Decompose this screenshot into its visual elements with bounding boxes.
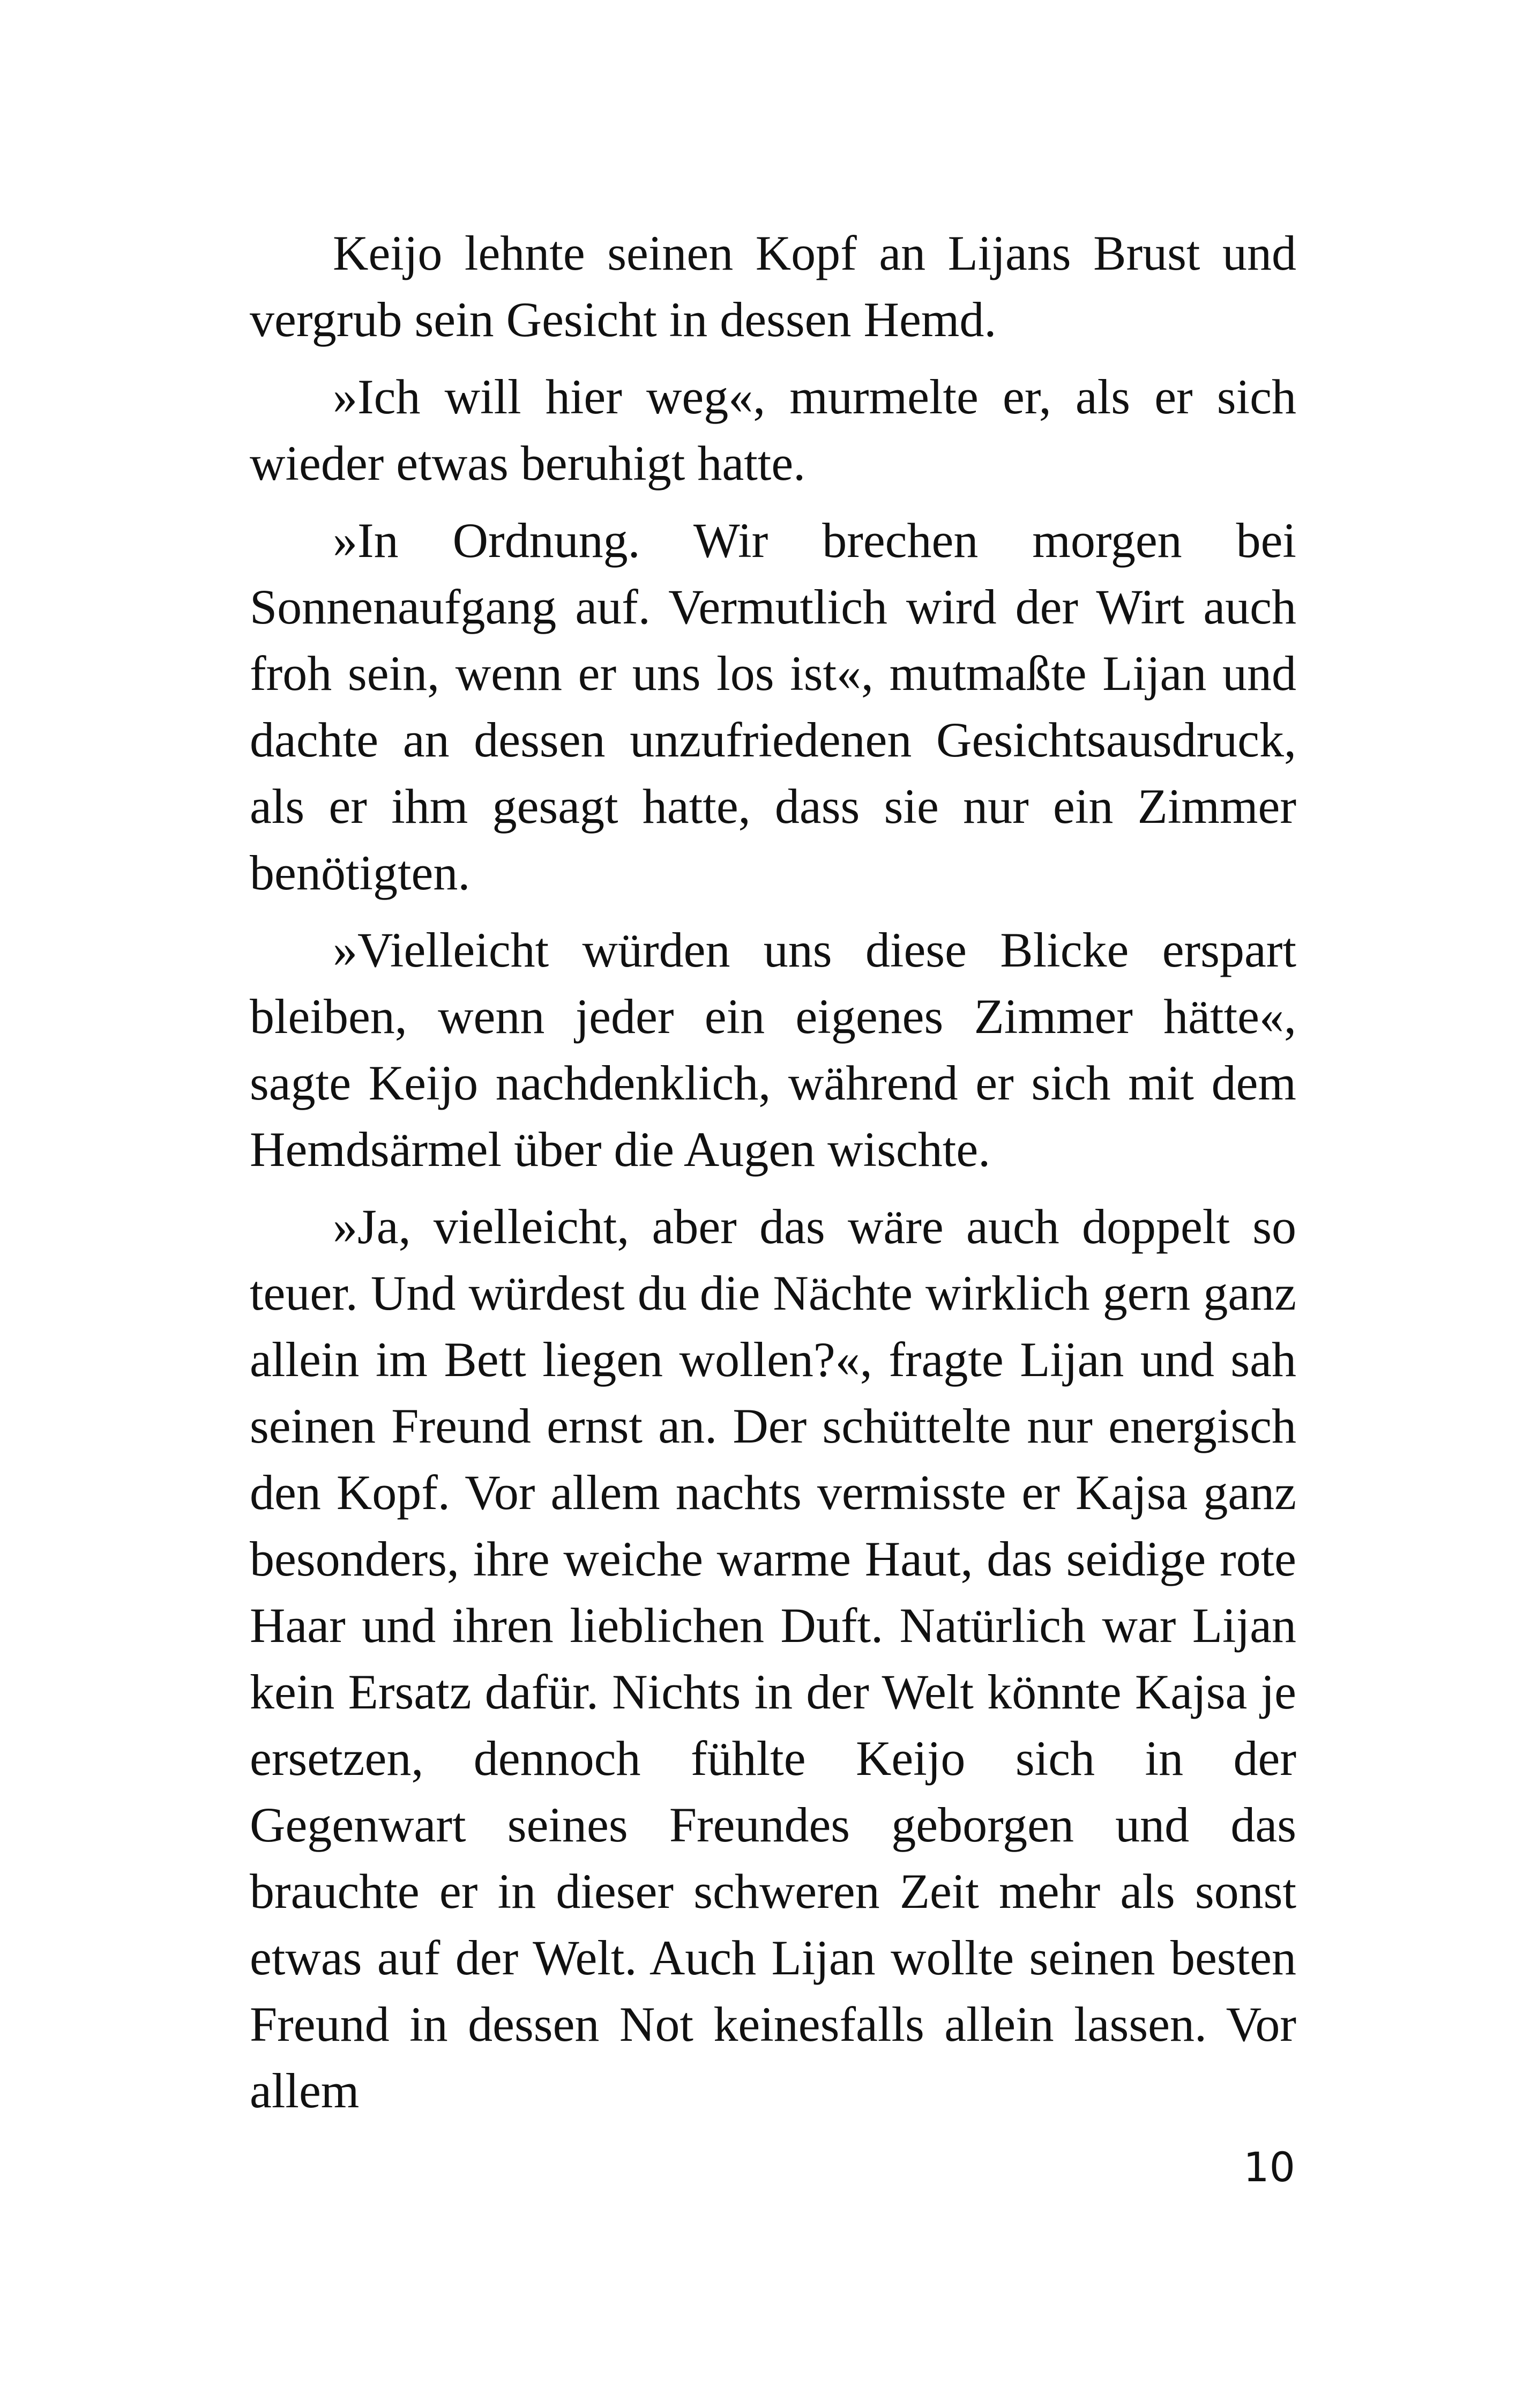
paragraph-1: Keijo lehnte seinen Kopf an Lijans Brust und vergrub sein Gesicht in dessen Hemd. (250, 226, 1296, 347)
page-number: 10 (1243, 2143, 1295, 2191)
paragraph-3: »In Ordnung. Wir brechen morgen bei Sonnenaufgang auf. Vermutlich wird der Wirt auch froh sein, wenn er uns los ist«, mutmaßte Lijan und dachte an dessen unzufriedenen Gesichtsausdruck, als er ihm gesagt hatte, dass sie nur ein Zimmer benötigten. (250, 513, 1296, 900)
body-text (250, 220, 1296, 2135)
paragraph-4: »Vielleicht würden uns diese Blicke erspart bleiben, wenn jeder ein eigenes Zimmer hätte«, sagte Keijo nachdenklich, während er sich mit dem Hemdsärmel über die Augen wischte. (250, 923, 1296, 1177)
paragraph-2: »Ich will hier weg«, murmelte er, als er sich wieder etwas beruhigt hatte. (250, 369, 1296, 490)
paragraph-5: »Ja, vielleicht, aber das wäre auch doppelt so teuer. Und würdest du die Nächte wirklich gern ganz allein im Bett liegen wollen?«, fragte Lijan und sah seinen Freund ernst an. Der schüttelte nur energisch den Kopf. Vor allem nachts vermisste er Kajsa ganz besonders, ihre weiche warme Haut, das seidige rote Haar und ihren lieblichen Duft. Natürlich war Lijan kein Ersatz dafür. Nichts in der Welt könnte Kajsa je ersetzen, dennoch fühlte Keijo sich in der Gegenwart seines Freundes geborgen und das brauchte er in dieser schweren Zeit mehr als sonst etwas auf der Welt. Auch Lijan wollte seinen besten Freund in dessen Not keinesfalls allein lassen. Vor allem (250, 1199, 1296, 2118)
